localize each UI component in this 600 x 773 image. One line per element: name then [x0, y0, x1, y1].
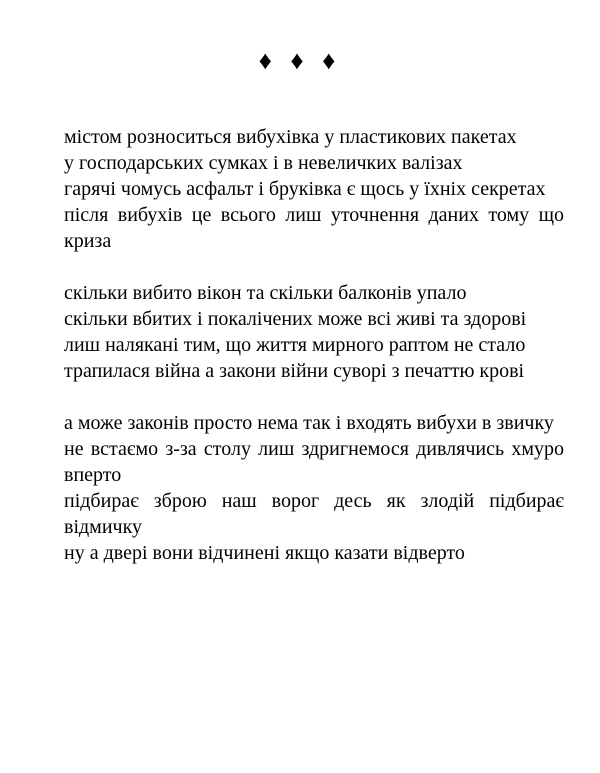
poem-line: підбирає зброю наш ворог десь як злодій підбирає	[64, 490, 564, 512]
poem-line: гарячі чомусь асфальт і бруківка є щось у їхніх секретах	[64, 178, 546, 200]
poem-line: скільки вбитих і покалічених може всі живі та здорові	[64, 308, 527, 330]
poem-body	[64, 124, 564, 592]
poem-line: містом розноситься вибухівка у пластикових пакетах	[64, 126, 517, 148]
poem-line: лиш налякані тим, що життя мирного раптом не стало	[64, 334, 526, 356]
poem-line-continuation: вперто	[64, 464, 122, 486]
stanza-1	[64, 124, 564, 254]
poem-line: не встаємо з-за столу лиш здригнемося дивлячись хмуро	[64, 438, 564, 460]
poem-line: у господарських сумках і в невеличких валізах	[64, 152, 463, 174]
poem-line: після вибухів це всього лиш уточнення даних тому що	[64, 204, 564, 226]
section-ornament: ♦ ♦ ♦	[258, 46, 342, 75]
poem-line: трапилася війна а закони війни суворі з печаттю крові	[64, 360, 525, 382]
poem-line-continuation: відмичку	[64, 516, 143, 538]
poem-line: а може законів просто нема так і входять вибухи в звичку	[64, 412, 554, 434]
stanza-3	[64, 410, 564, 566]
stanza-2	[64, 280, 564, 384]
poem-line: ну а двері вони відчинені якщо казати відверто	[64, 542, 465, 564]
poem-line-continuation: криза	[64, 230, 112, 252]
poem-line: скільки вибито вікон та скільки балконів упало	[64, 282, 467, 304]
